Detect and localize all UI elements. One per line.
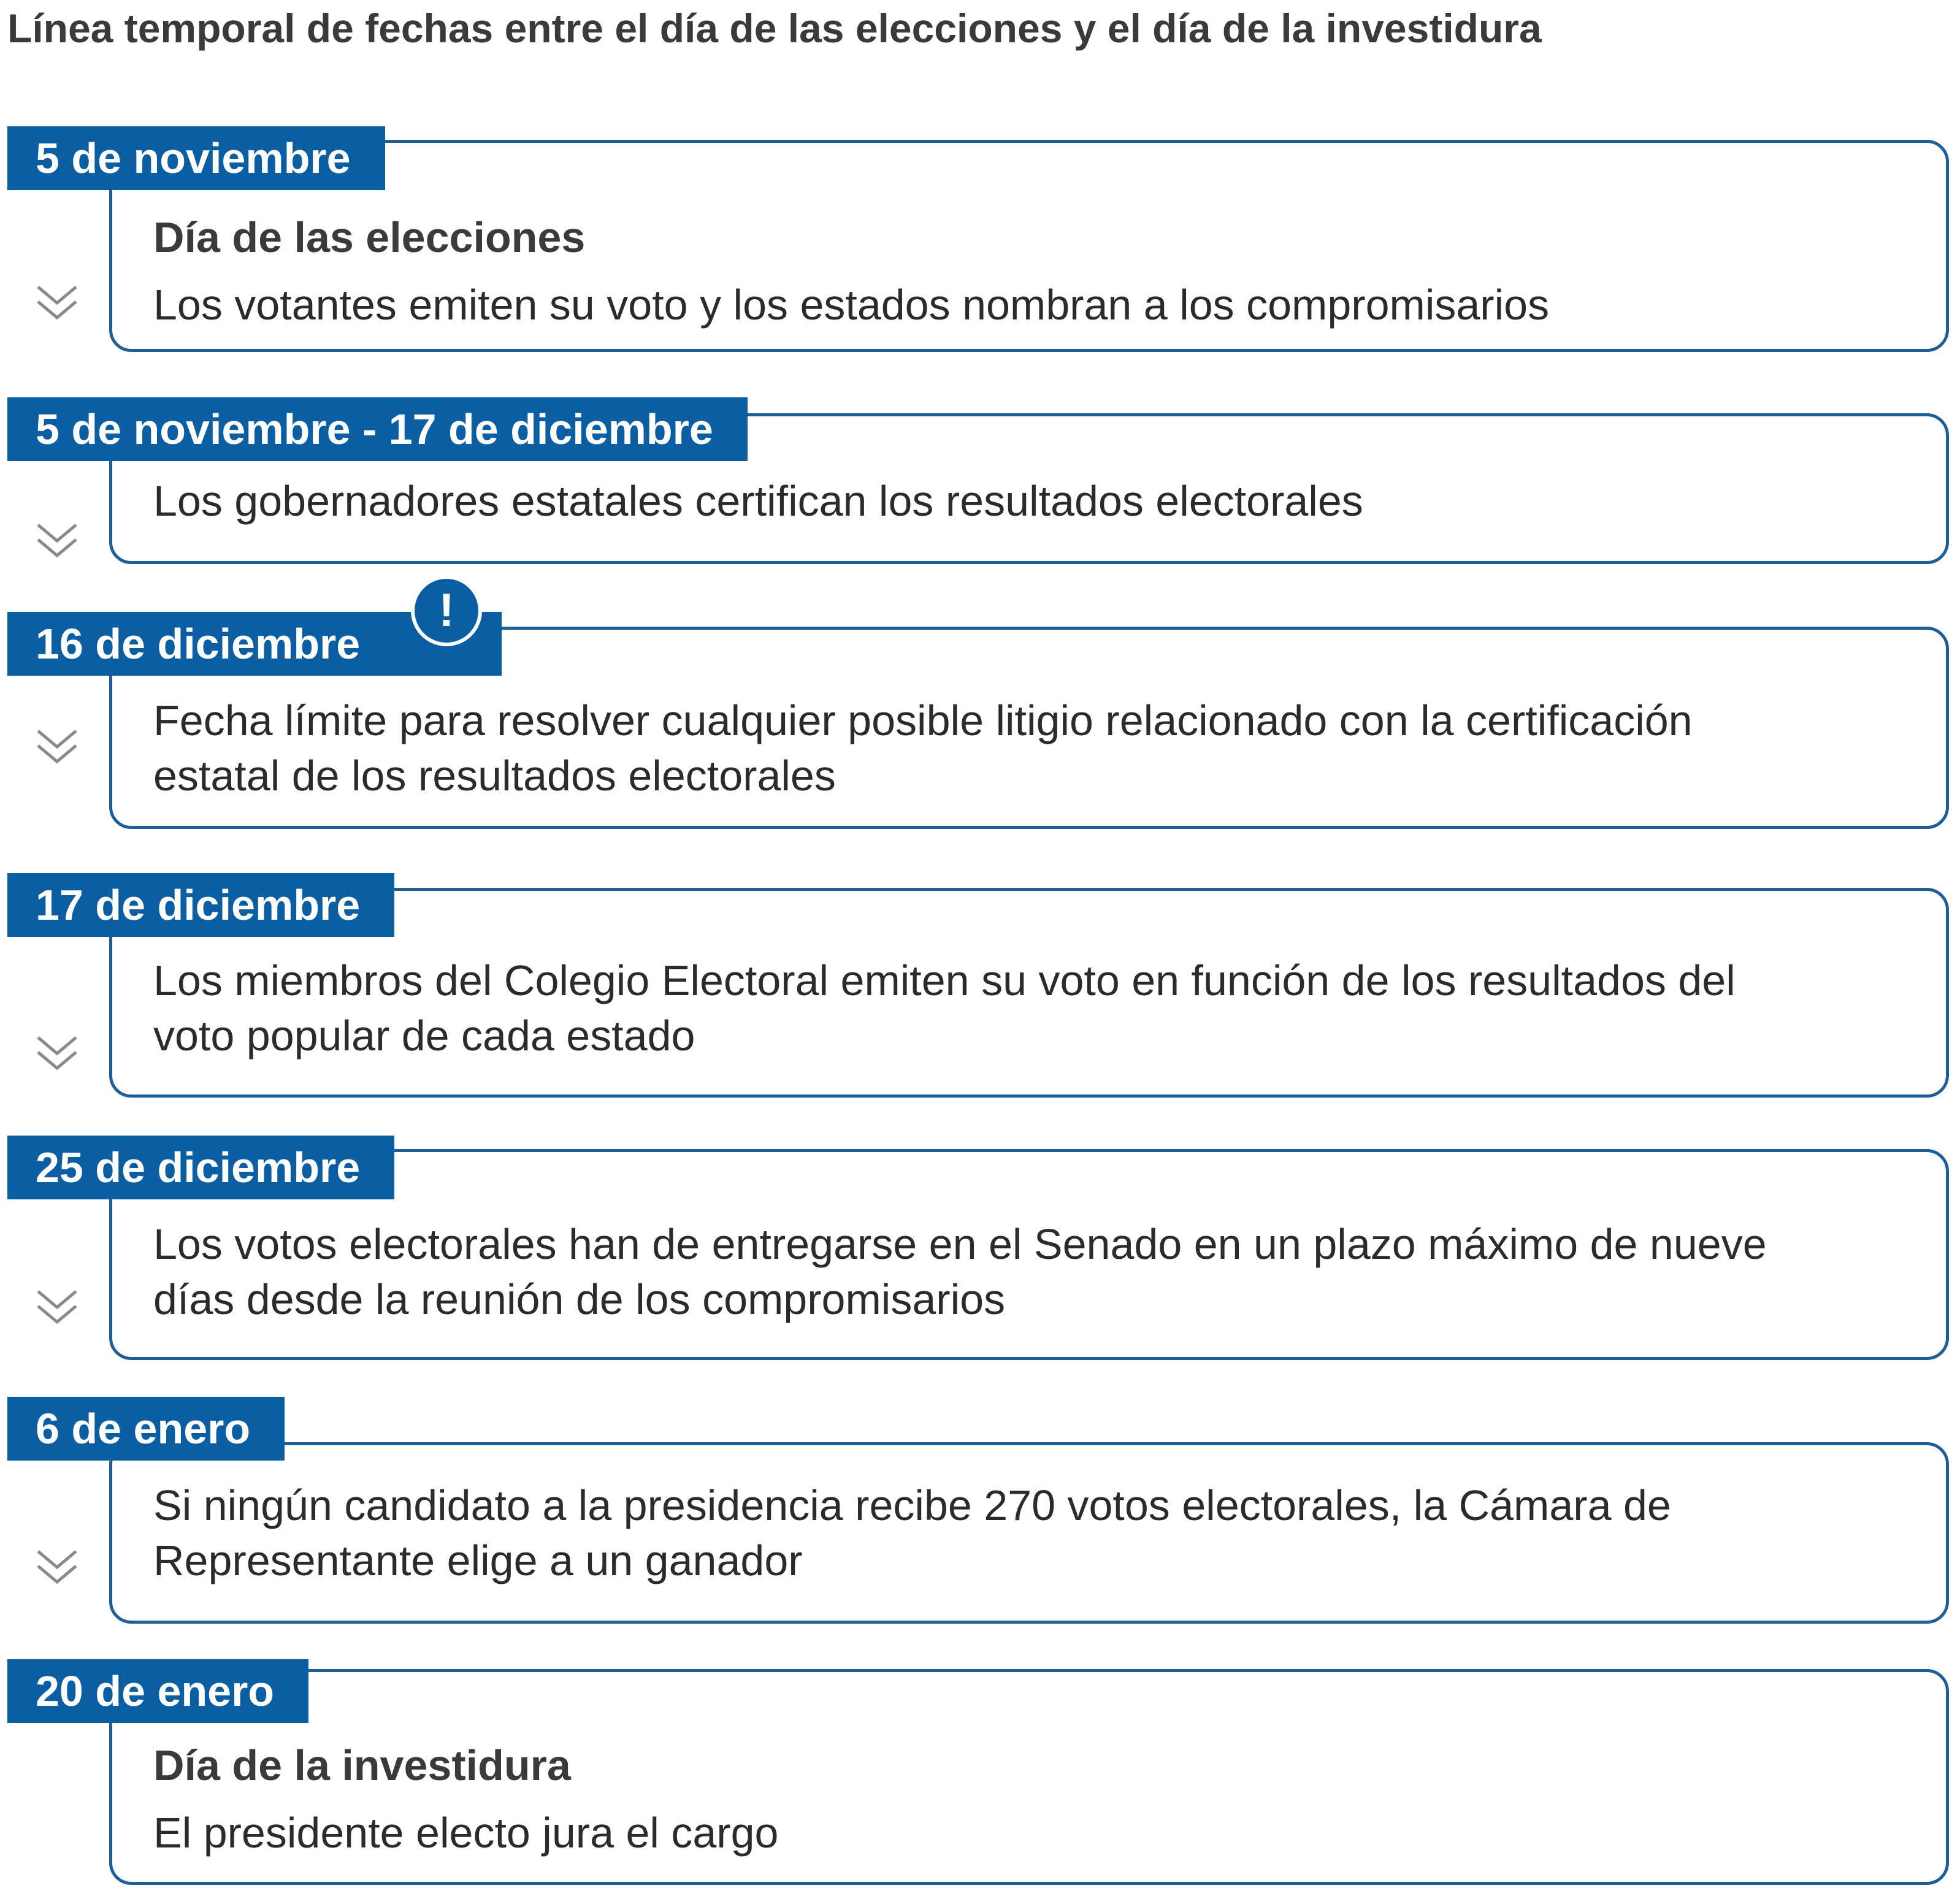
event-text-line: Representante elige a un ganador — [153, 1537, 803, 1584]
event-text: Los votantes emiten su voto y los estados nombran a los compromisarios — [153, 281, 1550, 329]
double-chevron-down-icon — [34, 1286, 80, 1329]
timeline-event-votes-delivered — [0, 1136, 1960, 1362]
event-text-line: voto popular de cada estado — [153, 1012, 695, 1060]
double-chevron-down-icon — [34, 1546, 80, 1589]
timeline-event-electoral-college-vote — [0, 873, 1960, 1100]
event-content — [153, 473, 1935, 529]
date-tab: 5 de noviembre — [7, 126, 385, 190]
double-chevron-down-icon — [34, 726, 80, 769]
date-tab: 25 de diciembre — [7, 1136, 394, 1199]
page-title: Línea temporal de fechas entre el día de las elecciones y el día de la investidura — [7, 6, 1542, 51]
timeline-event-litigation-deadline — [0, 584, 1960, 831]
date-tab: 5 de noviembre - 17 de diciembre — [7, 397, 748, 461]
event-text: El presidente electo jura el cargo — [153, 1809, 779, 1857]
event-text-line: estatal de los resultados electorales — [153, 752, 836, 800]
double-chevron-down-icon — [34, 282, 80, 325]
double-chevron-down-icon — [34, 1033, 80, 1075]
date-tab: 16 de diciembre — [7, 612, 502, 676]
event-text-line: Los miembros del Colegio Electoral emiten su voto en función de los resultados del — [153, 957, 1736, 1004]
event-text: Los gobernadores estatales certifican los resultados electorales — [153, 477, 1363, 525]
timeline-event-election-day — [0, 126, 1960, 356]
event-text-line: Fecha límite para resolver cualquier posible litigio relacionado con la certificación — [153, 697, 1693, 744]
date-tab: 6 de enero — [7, 1397, 285, 1461]
timeline-event-house-election — [0, 1397, 1960, 1625]
event-content — [153, 1738, 1935, 1860]
double-chevron-down-icon — [34, 520, 80, 563]
date-tab: 17 de diciembre — [7, 873, 394, 937]
date-tab: 20 de enero — [7, 1659, 308, 1723]
event-heading: Día de la investidura — [153, 1741, 571, 1789]
event-heading: Día de las elecciones — [153, 213, 586, 261]
event-text-line: Los votos electorales han de entregarse en el Senado en un plazo máximo de nueve — [153, 1220, 1767, 1268]
timeline-event-certification — [0, 397, 1960, 567]
event-content — [153, 693, 1935, 803]
exclamation-icon: ! — [411, 575, 482, 646]
event-content — [153, 210, 1935, 332]
event-content — [153, 1217, 1935, 1327]
timeline-event-inauguration-day — [0, 1659, 1960, 1886]
event-text-line: Si ningún candidato a la presidencia recibe 270 votos electorales, la Cámara de — [153, 1481, 1671, 1529]
event-text-line: días desde la reunión de los compromisarios — [153, 1275, 1006, 1323]
event-content — [153, 1478, 1935, 1588]
event-content — [153, 953, 1935, 1063]
